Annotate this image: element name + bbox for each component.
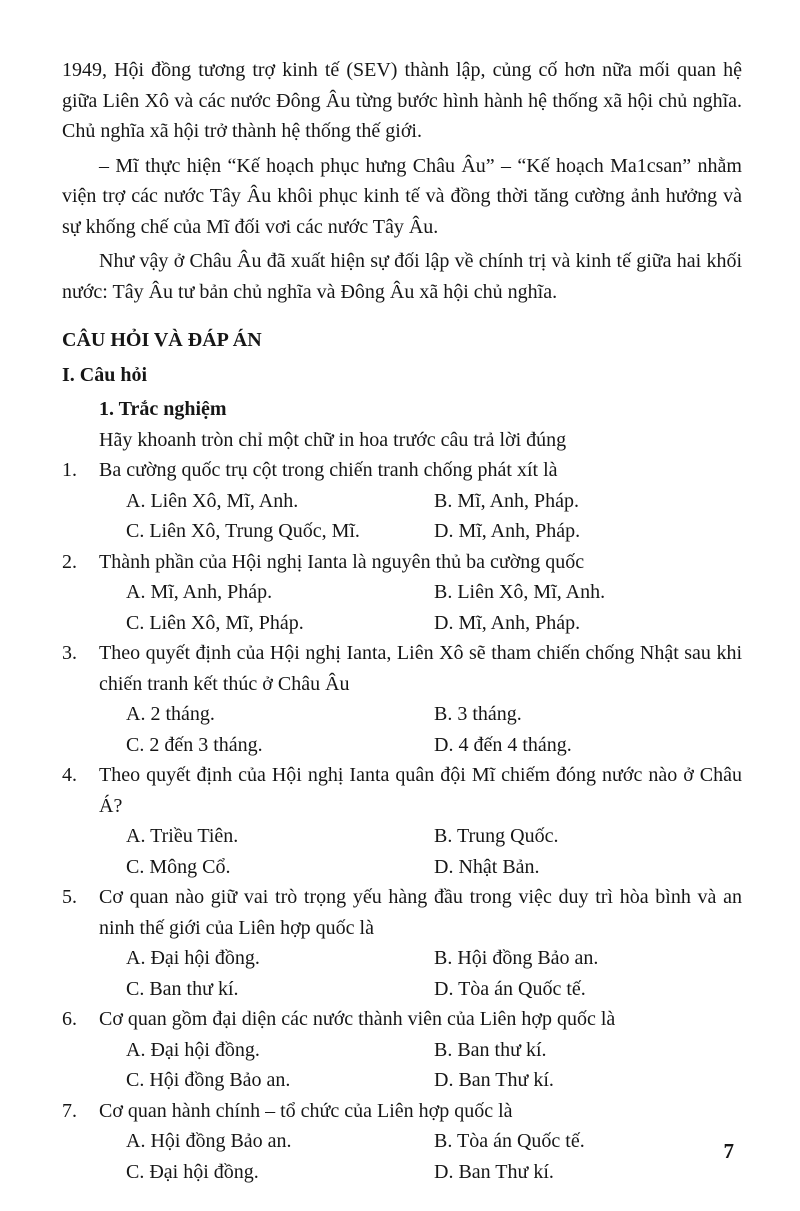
option-a: A. 2 tháng. [126,703,215,725]
option-a: A. Hội đồng Bảo an. [126,1130,292,1152]
question-number: 5. [62,886,77,908]
question-number: 7. [62,1099,77,1122]
intro-paragraph-1: 1949, Hội đồng tương trợ kinh tế (SEV) thành lập, củng cố hơn nữa mối quan hệ giữa Liên Xô và các nước Đông Âu từng bước hình hành hệ thống xã hội chủ nghĩa. Chủ nghĩa xã hội trở thành hệ thống thế giới. [62,59,742,142]
question-text: Thành phần của Hội nghị Ianta là nguyên thủ ba cường quốc [99,550,585,573]
option-b: B. Tòa án Quốc tế. [434,1130,585,1152]
option-c: C. 2 đến 3 tháng. [126,733,263,756]
intro-paragraph-2: – Mĩ thực hiện “Kế hoạch phục hưng Châu Âu” – “Kế hoạch Ma1csan” nhằm viện trợ các nước Tây Âu khôi phục kinh tế và đồng thời tăng cường ảnh hưởng và sự khống chế của Mĩ đối vơi các nước Tây Âu. [62,154,742,238]
option-d: D. Ban Thư kí. [434,1069,554,1091]
option-c: C. Đại hội đồng. [126,1160,259,1183]
question-text: Cơ quan hành chính – tổ chức của Liên hợp quốc là [99,1099,513,1122]
question-7 [62,1096,742,1188]
option-d: D. Mĩ, Anh, Pháp. [434,611,581,634]
question-number: 6. [62,1008,77,1030]
intro-paragraph-3: Như vậy ở Châu Âu đã xuất hiện sự đối lập về chính trị và kinh tế giữa hai khối nước: Tây Âu tư bản chủ nghĩa và Đông Âu xã hội chủ nghĩa. [62,250,742,303]
question-text: Ba cường quốc trụ cột trong chiến tranh chống phát xít là [99,459,558,481]
question-number: 2. [62,550,77,573]
option-d: D. 4 đến 4 tháng. [434,733,572,756]
question-6 [62,1004,742,1096]
option-d: D. Nhật Bản. [434,855,540,878]
question-1 [62,455,742,547]
question-2 [62,547,742,639]
question-number: 1. [62,459,77,481]
subsection-title: 1. Trắc nghiệm [99,398,227,420]
option-a: A. Đại hội đồng. [126,947,260,969]
page-number: 7 [723,1139,734,1163]
option-b: B. Ban thư kí. [434,1038,547,1061]
option-a: A. Liên Xô, Mĩ, Anh. [126,489,299,512]
part-title: I. Câu hỏi [62,363,148,386]
option-c: C. Ban thư kí. [126,977,239,1000]
option-b: B. Mĩ, Anh, Pháp. [434,489,580,512]
section-title: CÂU HỎI VÀ ĐÁP ÁN [62,329,262,351]
question-text: Theo quyết định của Hội nghị Ianta quân đội Mĩ chiếm đóng nước nào ở Châu Á? [99,764,742,817]
question-text: Theo quyết định của Hội nghị Ianta, Liên Xô sẽ tham chiến chống Nhật sau khi chiến tranh kết thúc ở Châu Âu [99,642,742,695]
question-4 [62,760,742,882]
option-b: B. Trung Quốc. [434,825,559,847]
option-a: A. Triều Tiên. [126,825,239,847]
question-number: 3. [62,642,77,664]
option-b: B. 3 tháng. [434,703,522,725]
question-text: Cơ quan nào giữ vai trò trọng yếu hàng đầu trong việc duy trì hòa bình và an ninh thế giới của Liên hợp quốc là [99,886,742,939]
instruction: Hãy khoanh tròn chỉ một chữ in hoa trước câu trả lời đúng [99,428,567,451]
option-c: C. Hội đồng Bảo an. [126,1069,291,1091]
option-a: A. Mĩ, Anh, Pháp. [126,581,273,603]
option-c: C. Mông Cổ. [126,855,231,878]
option-b: B. Hội đồng Bảo an. [434,947,599,969]
question-text: Cơ quan gồm đại diện các nước thành viên của Liên hợp quốc là [99,1008,616,1030]
option-a: A. Đại hội đồng. [126,1038,260,1061]
question-3 [62,638,742,760]
option-d: D. Tòa án Quốc tế. [434,977,586,1000]
question-5 [62,882,742,1004]
question-number: 4. [62,764,77,786]
option-d: D. Mĩ, Anh, Pháp. [434,520,581,542]
option-d: D. Ban Thư kí. [434,1160,554,1183]
option-b: B. Liên Xô, Mĩ, Anh. [434,581,606,603]
option-c: C. Liên Xô, Mĩ, Pháp. [126,611,304,634]
option-c: C. Liên Xô, Trung Quốc, Mĩ. [126,520,360,542]
page-content [62,55,742,1187]
